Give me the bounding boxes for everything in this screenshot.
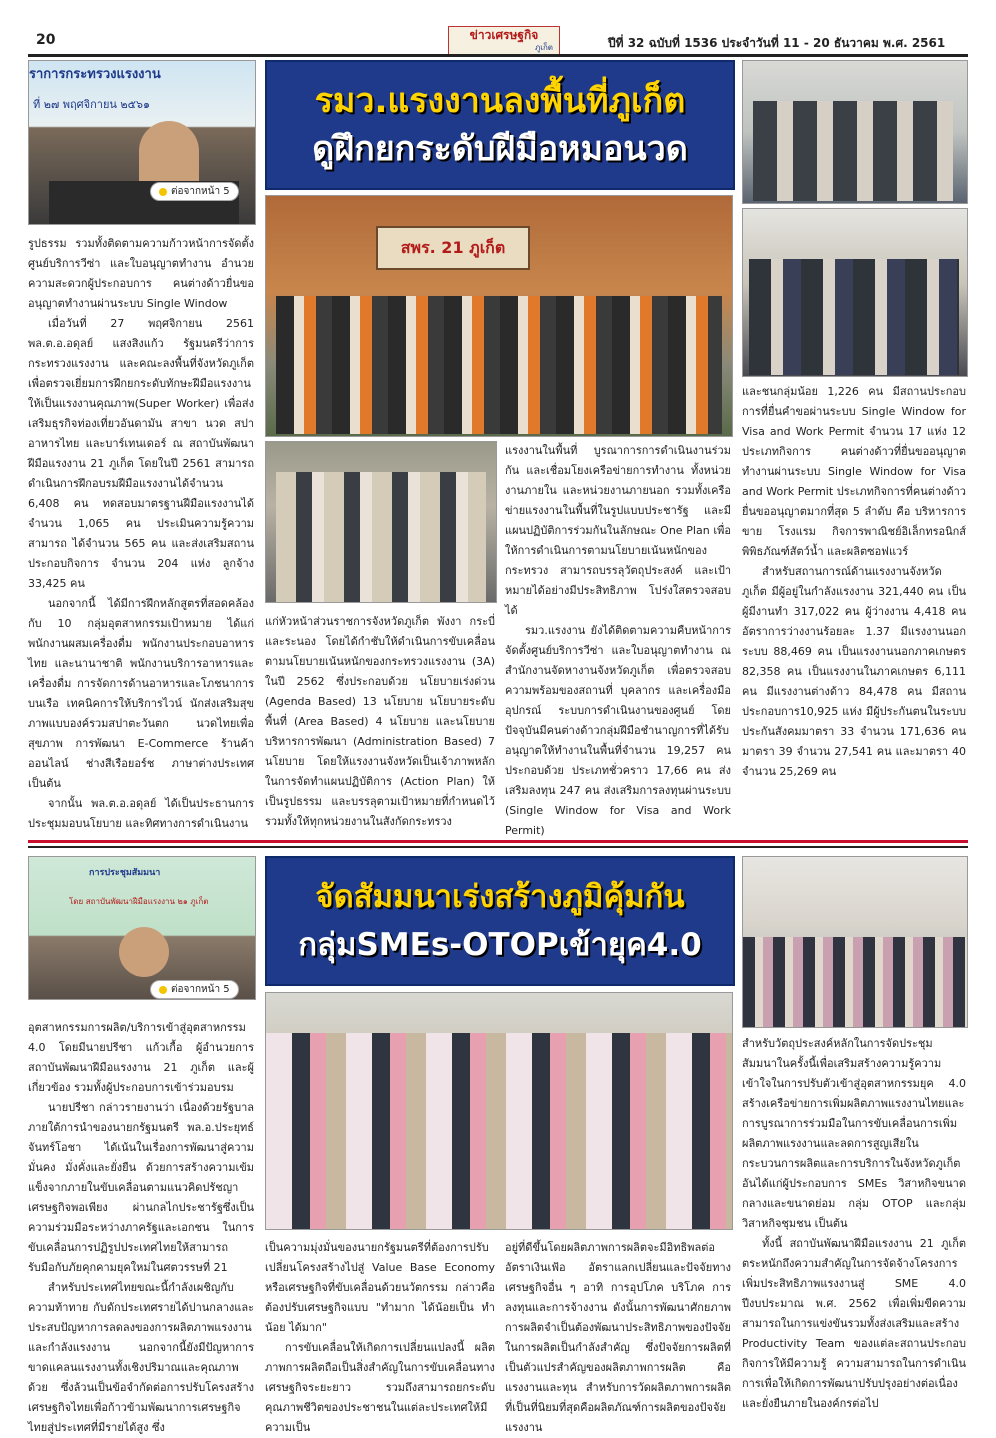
paragraph: และชนกลุ่มน้อย 1,226 คน มีสถานประกอบการที่ยื่นคำขอผ่านระบบ Single Window for Visa and Work Permit จำนวน 17 แห่ง 12 ประเภทกิจการ คนต่างด้าวที่ยื่นขออนุญาตทำงานผ่านระบบ Single Window for Visa and Work Permit ประเภทกิจการที่คนต่างด้าวยื่นขออนุญาตมากที่สุด 5 ลำดับ คือ บริหารการขาย โรงแรม กิจการพาณิชย์อิเล็กทรอนิกส์ พิพิธภัณฑ์สัตว์น้ำ และผลิตซอฟแวร์ xyxy=(742,385,966,558)
headline-line1: จัดสัมมนาเร่งสร้างภูมิคุ้มกัน xyxy=(315,879,685,915)
headline-line2: กลุ่มSMEs-OTOPเข้ายุค4.0 xyxy=(298,927,702,963)
article2-col1 xyxy=(28,1018,254,1434)
photo-seminar-speaker xyxy=(28,856,256,1000)
photo-banner-sub: โดย สถาบันพัฒนาฝีมือแรงงาน ๒๑ ภูเก็ต xyxy=(69,897,209,906)
article1-col4 xyxy=(742,382,966,822)
sign-board: สพร. 21 ภูเก็ต xyxy=(376,226,530,270)
people-group xyxy=(276,472,486,602)
headline-line2: ดูฝึกยกระดับฝีมือหมอนวด xyxy=(312,129,688,169)
people-group xyxy=(276,296,722,434)
photo-inspection-2 xyxy=(742,208,968,377)
article1-col3 xyxy=(505,441,731,837)
article1-col2 xyxy=(265,612,495,834)
photo-inspection-1 xyxy=(742,60,968,204)
masthead-title: ข่าวเศรษฐกิจ xyxy=(469,28,539,42)
page-number: 20 xyxy=(36,32,56,48)
photo-banner-text: ราการกระทรวงแรงงาน xyxy=(29,67,161,82)
paragraph: การขับเคลื่อนให้เกิดการเปลี่ยนแปลงนี้ ผลิตภาพการผลิตถือเป็นสิ่งสำคัญในการขับเคลื่อนทางเศรษฐกิจระยะยาว รวมถึงสามารถยกระดับคุณภาพชีวิตของประชาชนในแต่ละประเทศให้มีความเป็น xyxy=(265,1341,495,1434)
article2-col4 xyxy=(742,1034,966,1414)
paragraph: รมว.แรงงาน ยังได้ติดตามความคืบหน้าการจัดตั้งศูนย์บริการวีซ่า และใบอนุญาตทำงาน ณ สำนักงานจัดหางานจังหวัดภูเก็ต เพื่อตรวจสอบความพร้อมของสถานที่ บุคลากร และเครื่องมือ อุปกรณ์ ระบบการดำเนินงานของศูนย์ โดยปัจจุบันมีคนต่างด้าวกลุ่มฝีมือชำนาญการที่ได้รับอนุญาตให้ทำงานในพื้นที่จำนวน 19,257 คน ประกอบด้วย ประเภทชั่วคราว 17,66 คน ส่งเสริมลงทุน 247 คน ส่งเสริมการลงทุนผ่านระบบ (Single Window for Visa and Work Permit) xyxy=(505,624,731,837)
article2-col3 xyxy=(505,1238,731,1434)
photo-group-training-center xyxy=(265,195,733,437)
paragraph: รูปธรรม รวมทั้งติดตามความก้าวหน้าการจัดตั้งศูนย์บริการวีซ่า และใบอนุญาตทำงาน อำนวยความสะดวกผู้ประกอบการ คนต่างด้าวยื่นขออนุญาตทำงานผ่านระบบ Single Window xyxy=(28,237,254,310)
section-divider xyxy=(28,846,968,848)
paragraph: นอกจากนี้ ได้มีการฝึกหลักสูตรที่สอดคล้องกับ 10 กลุ่มอุตสาหกรรมเป้าหมาย ได้แก่ พนักงานผสมเครื่องดื่ม พนักงานประกอบอาหารไทย และนานาชาติ พนักงานบริการอาหารและเครื่องดื่ม การจัดการด้านอาหารและโภชนาการบนเรือ เทคนิคการให้บริการไวน์ นักส่งเสริมสุขภาพแบบองค์รวมสปาตะวันตก นวดไทยเพื่อสุขภาพ การพัฒนา E-Commerce ร้านค้าออนไลน์ ช่างสีเรือยอร์ช ภาษาต่างประเทศ เป็นต้น xyxy=(28,597,254,790)
photo-banner-date: ที่ ๒๗ พฤศจิกายน ๒๕๖๑ xyxy=(33,98,150,111)
article2-col2 xyxy=(265,1238,495,1434)
headline-line1: รมว.แรงงานลงพื้นที่ภูเก็ต xyxy=(314,81,686,121)
paragraph: แก่หัวหน้าส่วนราชการจังหวัดภูเก็ต พังงา กระบี่ และระนอง โดยได้กำชับให้ดำเนินการขับเคลื่อนตามนโยบายเน้นหนักของกระทรวงแรงงาน (3A) ในปี 2562 ซึ่งประกอบด้วย นโยบายเร่งด่วน (Agenda Based) 13 นโยบาย นโยบายระดับพื้นที่ (Area Based) 4 นโยบาย และนโยบายบริหารการพัฒนา (Administration Based) 7 นโยบาย โดยให้แรงงานจังหวัดเป็นเจ้าภาพหลักในการจัดทำแผนปฏิบัติการ (Action Plan) ให้เป็นรูปธรรม และบรรลุตามเป้าหมายที่กำหนดไว้ รวมทั้งให้ทุกหน่วยงานในสังกัดกระทรวง xyxy=(265,615,495,828)
article2-headline xyxy=(265,856,735,986)
bullet-dot-icon xyxy=(159,188,167,196)
photo-seminar-audience xyxy=(265,992,733,1230)
continued-tag xyxy=(150,980,239,999)
masthead-subtitle: ภูเก็ต xyxy=(534,43,553,52)
paragraph: จากนั้น พล.ต.อ.อดุลย์ ได้เป็นประธานการประชุมมอบนโยบาย และทิศทางการดำเนินงาน xyxy=(28,797,254,830)
paragraph: อุตสาหกรรมการผลิต/บริการเข้าสู่อุตสาหกรรม 4.0 โดยมีนายปรีชา แก้วเกื้อ ผู้อำนวยการสถาบันพัฒนาฝีมือแรงงาน 21 ภูเก็ต และผู้เกี่ยวข้อง รวมทั้งผู้ประกอบการเข้าร่วมอบรม xyxy=(28,1021,254,1094)
audience-rows xyxy=(266,1033,732,1229)
people-group xyxy=(753,101,953,201)
bullet-dot-icon xyxy=(159,986,167,994)
continued-label: ต่อจากหน้า 5 xyxy=(171,186,230,197)
paragraph: แรงงานในพื้นที่ บูรณาการการดำเนินงานร่วมกัน และเชื่อมโยงเครือข่ายการทำงาน ทั้งหน่วยงานภายใน และหน่วยงานภายนอก รวมทั้งเครือข่ายแรงงานในพื้นที่ในรูปแบบประชารัฐ และมีแผนปฏิบัติการร่วมกันในลักษณะ One Plan เพื่อให้การดำเนินการตามนโยบายเน้นหนักของกระทรวง สามารถบรรลุวัตถุประสงค์ และเป้าหมายได้อย่างมีประสิทธิภาพ โปร่งใสตรวจสอบได้ xyxy=(505,444,731,617)
photo-minister-walking xyxy=(265,441,497,603)
paragraph: สำหรับวัตถุประสงค์หลักในการจัดประชุมสัมมนาในครั้งนี้เพื่อเสริมสร้างความรู้ความเข้าใจในการปรับตัวเข้าสู่อุตสาหกรรมยุค 4.0 สร้างเครือข่ายการเพิ่มผลิตภาพแรงงานไทยและการบูรณาการร่วมมือในการขับเคลื่อนการเพิ่มผลิตภาพแรงงานและลดการสูญเสียในกระบวนการผลิตและการบริการในจังหวัดภูเก็ต อันได้แก่ผู้ประกอบการ SMEs วิสาหกิจขนาดกลางและขนาดย่อม กลุ่ม OTOP และกลุ่มวิสาหกิจชุมชน เป็นต้น xyxy=(742,1037,966,1230)
article1-headline xyxy=(265,60,735,190)
paragraph: ทั้งนี้ สถาบันพัฒนาฝีมือแรงงาน 21 ภูเก็ต ตระหนักถึงความสำคัญในการจัดจ้างโครงการเพิ่มประสิทธิภาพแรงงานสู่ SME 4.0 ปีงบประมาณ พ.ศ. 2562 เพื่อเพิ่มขีดความสามารถในการแข่งขันรวมทั้งส่งเสริมและสร้าง Productivity Team ของแต่ละสถานประกอบกิจการให้มีความรู้ ความสามารถในการดำเนินการเพื่อให้เกิดการพัฒนาปรับปรุงอย่างต่อเนื่องและยั่งยืนภายในองค์กรต่อไป xyxy=(742,1237,966,1410)
photo-seminar-hall xyxy=(742,856,968,1028)
paragraph: นายปรีชา กล่าวรายงานว่า เนื่องด้วยรัฐบาลภายใต้การนำของนายกรัฐมนตรี พล.อ.ประยุทธ์ จันทร์โอชา ได้เน้นในเรื่องการพัฒนาสู่ความมั่นคง มั่งคั่งและยั่งยืน ด้วยการสร้างความเข้มแข็งจากภายในขับเคลื่อนตามแนวคิดปรัชญาเศรษฐกิจพอเพียง ผ่านกลไกประชารัฐซึ่งเป็นความร่วมมือระหว่างภาครัฐและเอกชน ในการขับเคลื่อนการปฏิรูปประเทศไทยให้สามารถรับมือกับภัยคุกคามยุคใหม่ในศตวรรษที่ 21 xyxy=(28,1101,254,1274)
paragraph: สำหรับประเทศไทยขณะนี้กำลังเผชิญกับความท้าทาย กับดักประเทศรายได้ปานกลางและประสบปัญหาการลดลงของการผลิตภาพแรงงาน และกำลังแรงงาน นอกจากนี้ยังมีปัญหาการขาดแคลนแรงงานทั้งเชิงปริมาณและคุณภาพด้วย ซึ่งล้วนเป็นข้อจำกัดต่อการปรับโครงสร้างเศรษฐกิจไทยเพื่อก้าวข้ามพัฒนาการเศรษฐกิจไทยสู่ประเทศที่มีรายได้สูง ซึ่ง xyxy=(28,1281,254,1434)
continued-label: ต่อจากหน้า 5 xyxy=(171,984,230,995)
masthead-logo xyxy=(448,26,560,56)
paragraph: อยู่ที่ดีขึ้นโดยผลิตภาพการผลิตจะมีอิทธิพลต่ออัตราเงินเฟ้อ อัตราแลกเปลี่ยนและปัจจัยทางเศรษฐกิจอื่น ๆ อาทิ การอุปโภค บริโภค การลงทุนและการจ้างงาน ดังนั้นการพัฒนาศักยภาพการผลิตจำเป็นต้องพัฒนาประสิทธิภาพของปัจจัยในการผลิตเป็นกำลังสำคัญ ซึ่งปัจจัยการผลิตที่เป็นตัวแปรสำคัญของผลิตภาพการผลิต คือแรงงานและทุน สำหรับการวัดผลิตภาพการผลิตที่เป็นที่นิยมที่สุดคือผลิตภัณฑ์การผลิตของปัจจัยแรงงาน xyxy=(505,1241,731,1434)
section-divider xyxy=(28,840,968,843)
paragraph: เมื่อวันที่ 27 พฤศจิกายน 2561 พล.ต.อ.อดุลย์ แสงสิงแก้ว รัฐมนตรีว่าการกระทรวงแรงงาน และคณะลงพื้นที่จังหวัดภูเก็ตเพื่อตรวจเยี่ยมการฝึกยกระดับทักษะฝีมือแรงงานให้เป็นแรงงานคุณภาพ(Super Worker) เพื่อส่งเสริมธุรกิจท่องเที่ยวอันดามัน สาขา นวด สปา อาหารไทย และบาร์เทนเดอร์ ณ สถาบันพัฒนาฝีมือแรงงาน 21 ภูเก็ต โดยในปี 2561 สามารถดำเนินการฝึกอบรมฝีมือแรงงานได้จำนวน 6,408 คน ทดสอบมาตรฐานฝีมือแรงงานได้จำนวน 1,065 คน ประเมินความรู้ความสามารถ ได้จำนวน 565 คน และส่งเสริมสถานประกอบกิจการ จำนวน 204 แห่ง ลูกจ้าง 33,425 คน xyxy=(28,317,254,590)
audience-rows xyxy=(743,937,967,1027)
issue-info: ปีที่ 32 ฉบับที่ 1536 ประจำวันที่ 11 - 20 ธันวาคม พ.ศ. 2561 xyxy=(608,36,946,50)
speaker-figure xyxy=(119,927,169,977)
paragraph: สำหรับสถานการณ์ด้านแรงงานจังหวัดภูเก็ต มีผู้อยู่ในกำลังแรงงาน 321,440 คน เป็นผู้มีงานทำ 317,022 คน ผู้ว่างงาน 4,418 คน อัตราการว่างงานร้อยละ 1.37 มีแรงงานนอกระบบ 88,469 คน เป็นแรงงานนอกภาคเกษตร 82,358 คน เป็นแรงงานในภาคเกษตร 6,111 คน มีแรงงานต่างด้าว 84,478 คน มีสถานประกอบการ10,925 แห่ง มีผู้ประกันตนในระบบประกันสังคมมาตรา 33 จำนวน 171,636 คน มาตรา 39 จำนวน 27,541 คน และมาตรา 40 จำนวน 25,269 คน xyxy=(742,565,966,778)
photo-banner-text: การประชุมสัมมนา xyxy=(89,868,161,878)
header-rule xyxy=(28,54,968,57)
article1-col1 xyxy=(28,234,254,834)
page-header xyxy=(28,0,968,56)
people-group xyxy=(749,259,959,375)
continued-tag xyxy=(150,182,239,201)
paragraph: เป็นความมุ่งมั่นของนายกรัฐมนตรีที่ต้องการปรับเปลี่ยนโครงสร้างไปสู่ Value Base Economy หรือเศรษฐกิจที่ขับเคลื่อนด้วยนวัตกรรม กล่าวคือต้องปรับเศรษฐกิจแบบ "ทำมาก ได้น้อยเป็น ทำน้อย ได้มาก" xyxy=(265,1241,495,1334)
